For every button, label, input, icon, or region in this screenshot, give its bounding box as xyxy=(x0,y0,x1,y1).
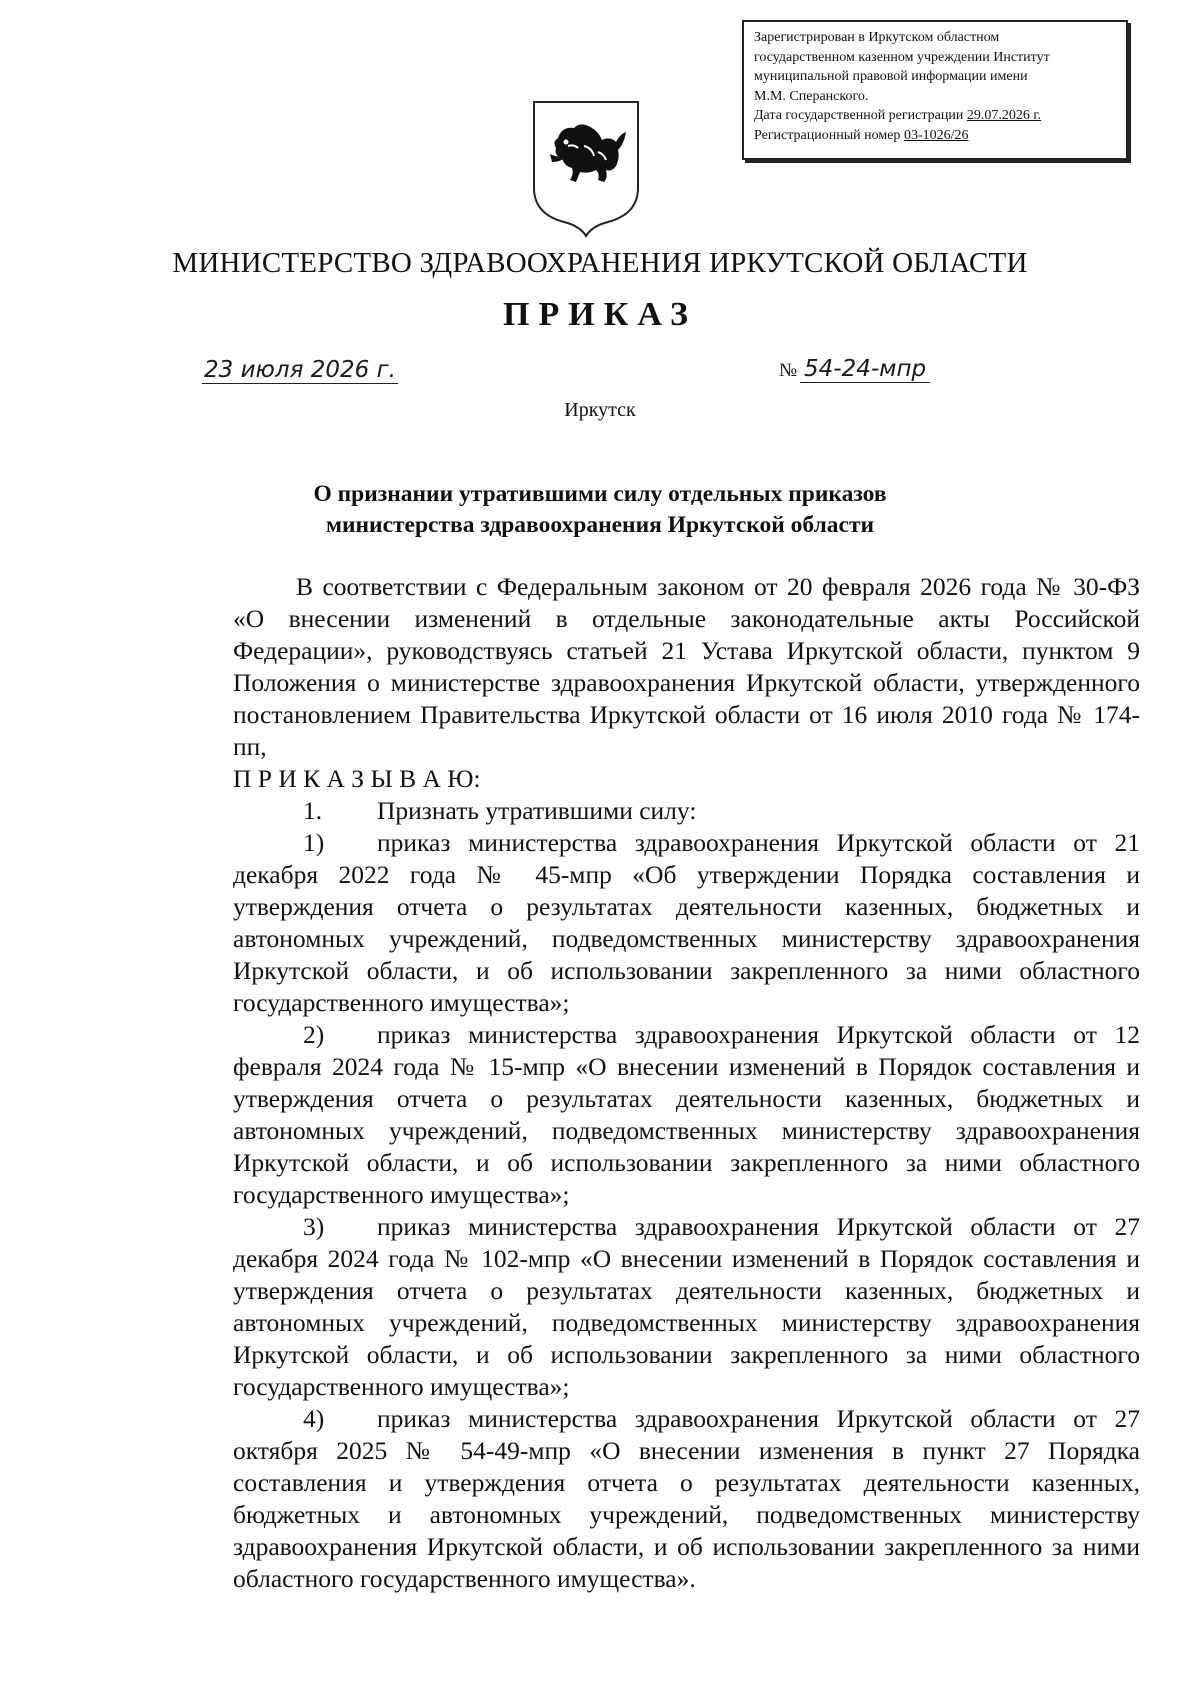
list-item xyxy=(233,827,1140,1019)
registration-stamp xyxy=(742,20,1128,160)
stamp-line: государственном казенном учреждении Институт xyxy=(754,49,1050,65)
list-item-number: 1) xyxy=(303,828,325,857)
stamp-reg-date-label: Дата государственной регистрации xyxy=(754,108,964,123)
stamp-line: М.М. Сперанского. xyxy=(754,88,869,104)
list-item xyxy=(233,1019,1140,1211)
point-1-number: 1. xyxy=(303,796,323,825)
point-1 xyxy=(233,795,1140,827)
order-subject: О признании утратившими силу отдельных приказов министерства здравоохранения Иркутской области xyxy=(313,481,887,538)
preamble: В соответствии с Федеральным законом от 20 февраля 2026 года № 30-ФЗ «О внесении изменений в отдельные законодательные акты Российской Федерации», руководствуясь статьей 21 Устава Иркутской области, пунктом 9 Положения о министерстве здравоохранения Иркутской области, утвержденного постановлением Правительства Иркутской области от 16 июля 2010 года № 174-пп, xyxy=(233,572,1140,761)
document-type: ПРИКАЗ xyxy=(503,296,697,333)
city: Иркутск xyxy=(564,399,636,421)
list-item-text: приказ министерства здравоохранения Иркутской области от 12 февраля 2024 года № 15-мпр «О внесении изменений в Порядок составления и утверждения отчета о результатах деятельности казенных, бюджетных и автономных учреждений, подведомственных министерству здравоохранения Иркутской области, и об использовании закрепленного за ними областного государственного имущества»; xyxy=(233,1020,1140,1209)
order-number-label: № xyxy=(779,360,798,381)
stamp-line: муниципальной правовой информации имени xyxy=(754,69,1028,84)
order-date: 23 июля 2026 г. xyxy=(204,357,396,383)
stamp-reg-number-line xyxy=(754,126,1116,146)
list-item-text: приказ министерства здравоохранения Иркутской области от 27 декабря 2024 года № 102-мпр «О внесении изменений в Порядок составления и утверждения отчета о результатах деятельности казенных, бюджетных и автономных учреждений, подведомственных министерству здравоохранения Иркутской области, и об использовании закрепленного за ними областного государственного имущества»; xyxy=(233,1212,1140,1401)
stamp-reg-date-line xyxy=(754,106,1116,126)
list-item xyxy=(233,1211,1140,1403)
irkutsk-coat-of-arms-icon xyxy=(528,96,644,238)
order-number: 54-24-мпр xyxy=(800,356,930,383)
stamp-line: Зарегистрирован в Иркутском областном xyxy=(754,30,1000,45)
order-body xyxy=(233,571,1140,1595)
list-item-number: 3) xyxy=(303,1212,325,1241)
list-item xyxy=(233,1403,1140,1595)
point-1-text: Признать утратившими силу: xyxy=(377,796,697,825)
ministry-name: МИНИСТЕРСТВО ЗДРАВООХРАНЕНИЯ ИРКУТСКОЙ ОБЛАСТИ xyxy=(172,247,1028,279)
list-item-number: 2) xyxy=(303,1020,325,1049)
orders-heading: П Р И К А З Ы В А Ю: xyxy=(233,764,481,793)
stamp-reg-number: 03-1026/26 xyxy=(903,127,969,143)
list-item-text: приказ министерства здравоохранения Иркутской области от 21 декабря 2022 года № 45-мпр «Об утверждении Порядка составления и утверждения отчета о результатах деятельности казенных, бюджетных и автономных учреждений, подведомственных министерству здравоохранения Иркутской области, и об использовании закрепленного за ними областного государственного имущества»; xyxy=(233,828,1140,1017)
stamp-reg-date: 29.07.2026 г. xyxy=(966,108,1041,123)
list-item-text: приказ министерства здравоохранения Иркутской области от 27 октября 2025 № 54-49-мпр «О внесении изменения в пункт 27 Порядка составления и утверждения отчета о результатах деятельности казенных, бюджетных и автономных учреждений, подведомственных министерству здравоохранения Иркутской области, и об использовании закрепленного за ними областного государственного имущества». xyxy=(233,1404,1140,1593)
stamp-reg-number-label: Регистрационный номер xyxy=(754,127,901,143)
list-item-number: 4) xyxy=(303,1404,325,1433)
